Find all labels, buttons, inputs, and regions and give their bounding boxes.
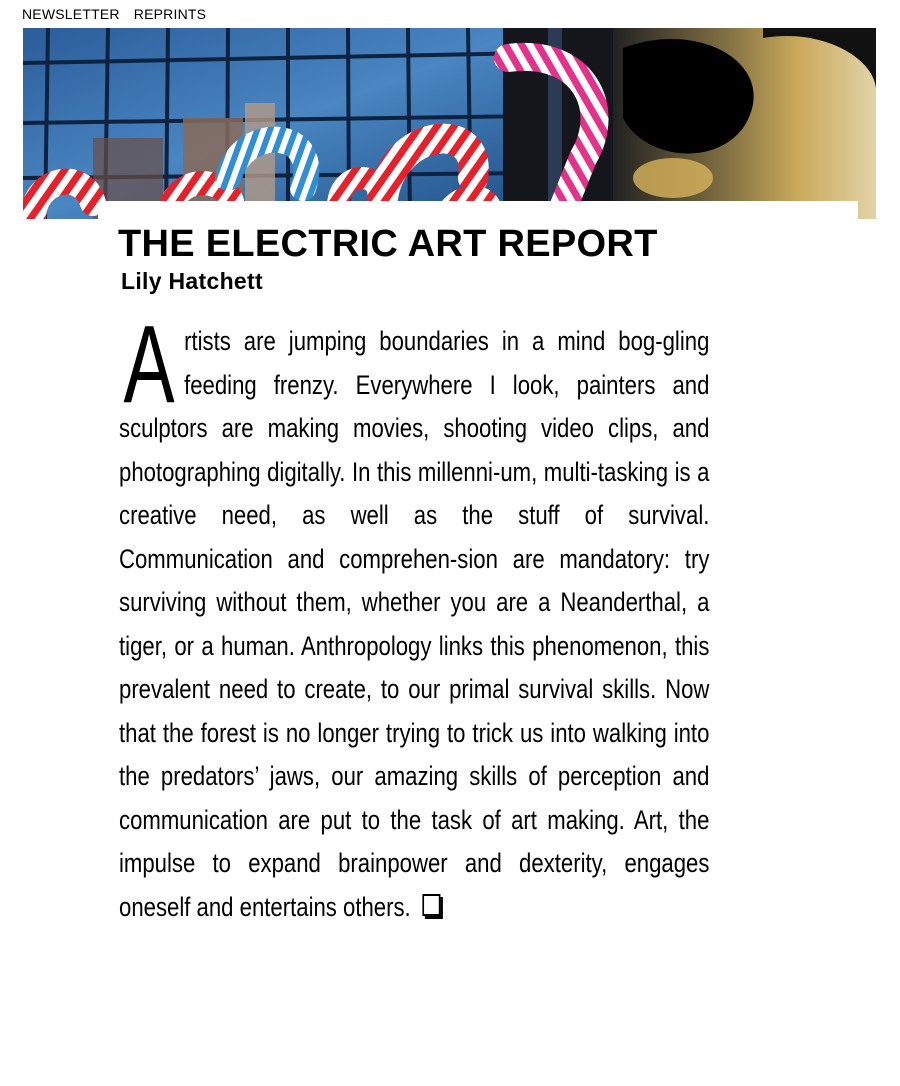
drop-cap: A xyxy=(123,303,175,426)
article-title: THE ELECTRIC ART REPORT xyxy=(118,223,658,265)
article-author: Lily Hatchett xyxy=(121,268,263,294)
collage-banner-image xyxy=(23,28,876,219)
end-mark-icon xyxy=(422,894,440,916)
article-body-text: rtists are jumping boundaries in a mind bog-gling feeding frenzy. Everywhere I look, painters and sculptors are making movies, shooting video clips, and photographing digitally. In this millenni-um, multi-tasking is a creative need, as well as the stuff of survival. Communication and comprehen-sion are mandatory: try surviving without them, whether you are a Neanderthal, a tiger, or a human. Anthropology links this phenomenon, this prevalent need to create, to our primal survival skills. Now that the forest is no longer trying to trick us into walking into the predators’ jaws, our amazing skills of perception and communication are put to the task of art making. Art, the impulse to expand brainpower and dexterity, engages oneself and entertains others. xyxy=(119,326,710,922)
top-navigation xyxy=(22,6,216,22)
newsletter-link[interactable]: NEWSLETTER xyxy=(22,6,120,22)
article-body xyxy=(119,303,710,929)
banner-bottom-edge xyxy=(98,201,858,221)
reprints-link[interactable]: REPRINTS xyxy=(133,6,207,22)
